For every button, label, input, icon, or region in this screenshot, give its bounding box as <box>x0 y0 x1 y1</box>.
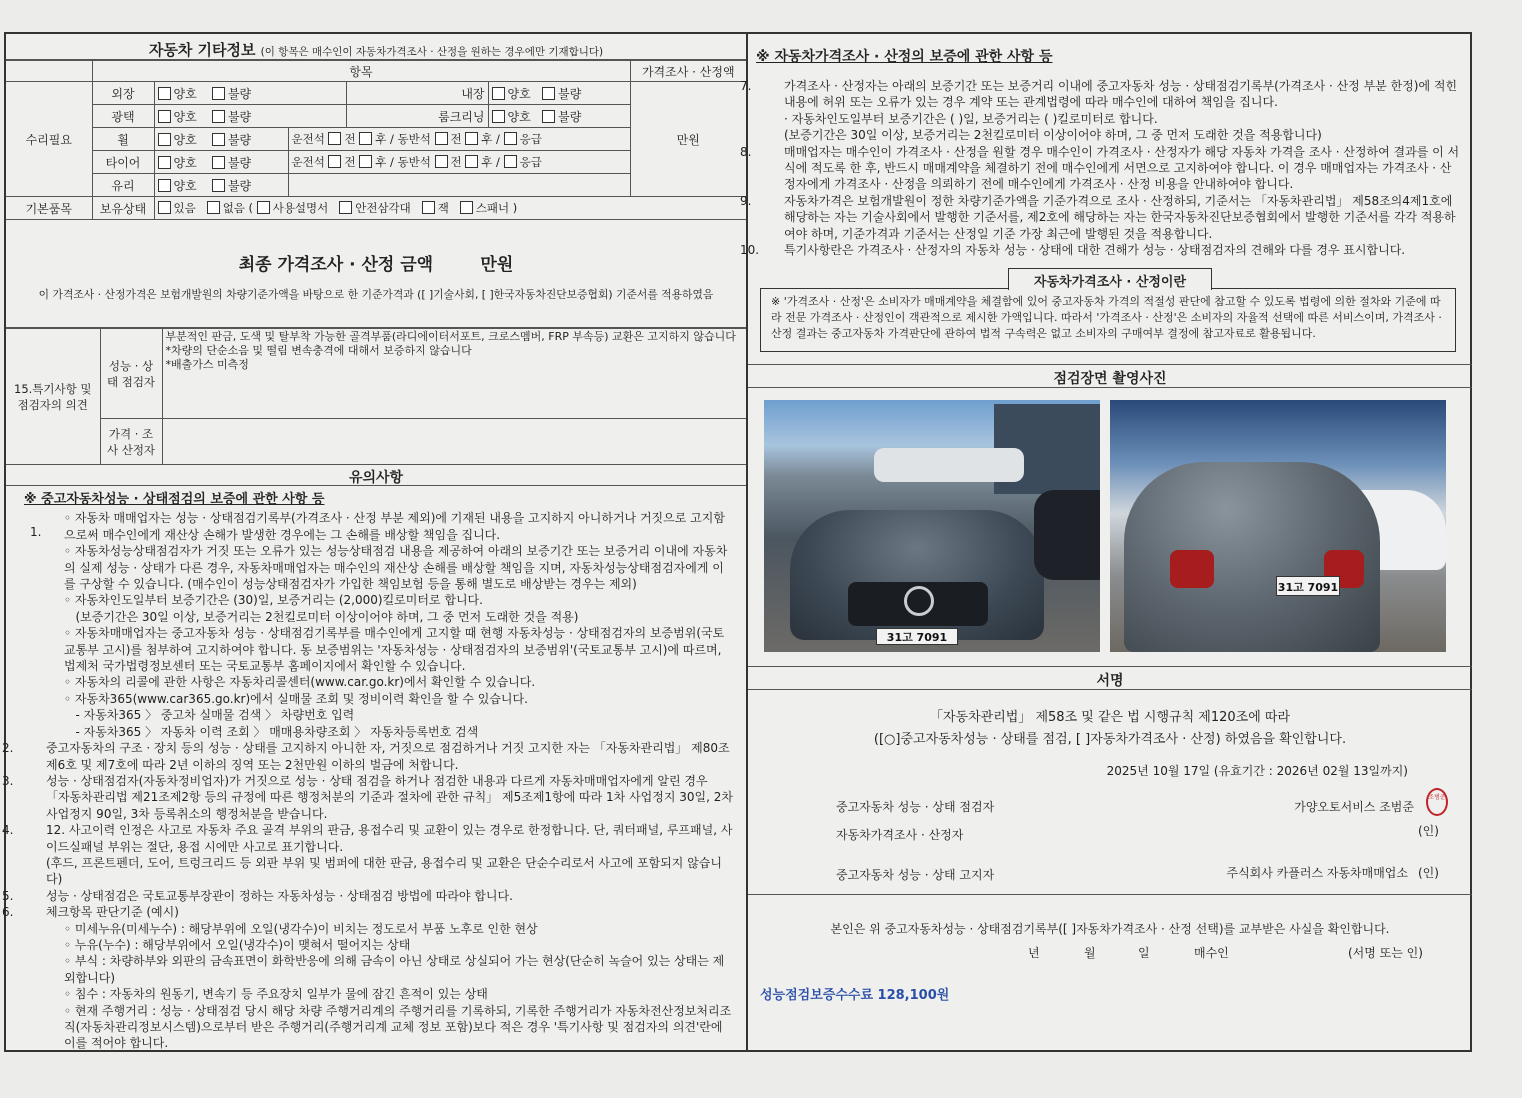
price-label: 가격 · 조사 산정자 <box>100 419 162 465</box>
note-1c: 자동차인도일부터 보증기간은 (30)일, 보증거리는 (2,000)킬로미터로 합니다. <box>74 593 483 608</box>
basic-items: 기본품목 <box>6 197 92 220</box>
year-label: 년 <box>1028 946 1040 960</box>
gloss-bad-checkbox[interactable] <box>212 110 225 123</box>
warranty-head-right: ※ 자동차가격조사 · 산정의 보증에 관한 사항 등 <box>756 49 1053 65</box>
note-6a: 미세누유(미세누수) : 해당부위에 오일(냉각수)이 비치는 정도로서 부품 노후로 인한 현상 <box>74 921 538 936</box>
glass-bad-checkbox[interactable] <box>212 179 225 192</box>
other-info-header <box>6 34 746 60</box>
notifier-name: 주식회사 카플러스 자동차매매업소 <box>1226 866 1408 880</box>
other-info-sub: (이 항목은 매수인이 자동차가격조사 · 산정을 원하는 경우에만 기재합니다) <box>260 46 604 58</box>
note-8: 매매업자는 매수인이 가격조사 · 산정을 원할 경우 매수인이 가격조사 · 산정자가 해당 자동차 가격을 조사 · 산정하여 결과를 이 서식에 적도록 한 후, 반드시 매매계약을 체결하기 전에 매수인에게 서면으로 고지하여야 합니다. 이 경우 매매업자는 가격조사 · 산정자에게 가격조사 · 산정을 의뢰하기 전에 매수인에게 가격조사 · 산정 비용을 안내하여야 합니다. <box>784 144 1460 192</box>
perf-text-3: *배출가스 미측정 <box>165 358 249 371</box>
price-unit: 만원 <box>630 82 746 197</box>
fee-text: 성능점검보증수수료 128,100원 <box>760 988 950 1003</box>
note-7: 가격조사 · 산정자는 아래의 보증기간 또는 보증거리 이내에 중고자동차 성능 · 상태점검기록부(가격조사 · 산정 부분 한정)에 적힌 내용에 허위 또는 오류가 있는 경우 계약 또는 관계법령에 따라 매수인에 대하여 책임을 집니다. <box>784 79 1458 110</box>
front-car-photo <box>764 400 1100 652</box>
day-label: 일 <box>1138 946 1150 960</box>
possession: 보유상태 <box>92 197 154 220</box>
what-title: 자동차가격조사 · 산정이란 <box>1008 268 1212 290</box>
gloss-good-checkbox[interactable] <box>158 110 171 123</box>
interior-bad-checkbox[interactable] <box>542 87 555 100</box>
exterior-bad-checkbox[interactable] <box>212 87 225 100</box>
note-6d: 침수 : 자동차의 원동기, 변속기 등 주요장치 일부가 물에 잠긴 흔적이 있는 상태 <box>74 987 488 1002</box>
room-bad-checkbox[interactable] <box>542 110 555 123</box>
row-tire: 타이어 <box>92 151 154 174</box>
sign-date: 2025년 10월 17일 (유효기간 : 2026년 02월 13일까지) <box>1106 764 1408 778</box>
note-10: 특기사항란은 가격조사 · 산정자의 자동차 성능 · 상태에 대한 견해가 성능 · 상태점검자의 견해와 다를 경우 표시합니다. <box>784 243 1406 258</box>
special-table <box>6 328 746 465</box>
notifier-seal: (인) <box>1418 866 1439 880</box>
note-6e: 현재 주행거리 : 성능 · 상태점검 당시 해당 차량 주행거리계의 주행거리를 기록하되, 기록한 주행거리가 자동차전산정보처리조직(자동차관리정보시스템)으로부터 받은 주행거리(주행거리계 교체 정보 포함)보다 적은 경우 '특기사항 및 점검자의 의견'란에 이를 적어야 합니다. <box>64 1003 732 1051</box>
note-1f: 자동차365(www.car365.go.kr)에서 실매물 조회 및 정비이력 확인을 할 수 있습니다. <box>74 691 528 706</box>
buyer-label: 매수인 <box>1194 946 1229 960</box>
row-room-cleaning: 룸크리닝 <box>346 105 488 128</box>
wheel-bad-checkbox[interactable] <box>212 133 225 146</box>
inspector-stamp-text: 조범준 <box>1428 794 1446 801</box>
special-title: 15.특기사항 및 점검자의 의견 <box>6 329 100 465</box>
notifier-label: 중고자동차 성능 · 상태 고지자 <box>836 868 995 882</box>
col-item: 항목 <box>92 61 630 82</box>
col-price: 가격조사 · 산정액 <box>630 61 746 82</box>
note-1b: 자동차성능상태점검자가 거짓 또는 오류가 있는 성능상태점검 내용을 제공하여 아래의 보증기간 또는 보증거리 이내에 자동차의 실제 성능 · 상태가 다른 경우, 자동차매매업자는 매수인의 재산상 손해를 배상할 책임을 지며, 자동차성능상태점검자에게 이를 구상할 수 있습니다. (매수인이 성능상태점검자가 가입한 책임보험 등을 통해 별도로 배상받는 경우는 제외) <box>64 544 728 592</box>
note-1f1: - 자동차365 〉 중고차 실매물 검색 〉 차량번호 입력 <box>75 708 355 723</box>
inspector-stamp <box>1426 788 1448 816</box>
note-6c: 부식 : 차량하부와 외판의 금속표면이 화학반응에 의해 금속이 아닌 상태로 상실되어 가는 현상(단순히 녹슬어 있는 상태는 제외합니다) <box>64 954 725 985</box>
note-4b: (후드, 프론트펜더, 도어, 트렁크리드 등 외판 부위 및 범퍼에 대한 판금, 용접수리 및 교환은 단순수리로서 사고에 포함되지 않습니다) <box>46 855 722 887</box>
appraiser-label: 자동차가격조사 · 산정자 <box>836 828 964 842</box>
note-2: 중고자동차의 구조 · 장치 등의 성능 · 상태를 고지하지 아니한 자, 거짓으로 점검하거나 거짓 고지한 자는 「자동차관리법」 제80조제6호 및 제7호에 따라 2년 이하의 징역 또는 2천만원 이하의 벌금에 처합니다. <box>46 741 730 772</box>
note-1d: 자동차매매업자는 중고자동차 성능 · 상태점검기록부를 매수인에게 고지할 때 현행 자동차성능 · 상태점검자의 보증범위(국토교통부 고시)를 첨부하여 고지하여야 합니다. 동 보증범위는 '자동차성능 · 상태점검자의 보증범위'(국토교통부 고시)에 따르며, 법제처 국가법령정보센터 또는 국토교통부 홈페이지에서 확인할 수 있습니다. <box>64 626 725 674</box>
note-5: 성능 · 상태점검은 국토교통부장관이 정하는 자동차성능 · 상태점검 방법에 따라야 합니다. <box>46 888 513 903</box>
notice-title: 유의사항 <box>6 464 746 486</box>
final-note: 이 가격조사 · 산정가격은 보험개발원의 차량기준가액을 바탕으로 한 기준가격과 ([ ]기술사회, [ ]한국자동차진단보증협회) 기준서를 적용하였음 <box>38 288 714 301</box>
what-box <box>760 288 1456 352</box>
front-license-plate: 31고 7091 <box>876 628 958 645</box>
left-column <box>2 34 748 1051</box>
note-3: 성능 · 상태점검자(자동차정비업자)가 거짓으로 성능 · 상태 점검을 하거나 점검한 내용과 다르게 자동차매매업자에게 알린 경우 「자동차관리법 제21조제2항 등의 규정에 따른 행정처분의 기준과 절차에 관한 규칙」 제5조제1항에 따라 1차 사업정지 30일, 2차 사업정지 90일, 3차 등록취소의 행정처분을 받습니다. <box>46 773 733 821</box>
rear-car-photo <box>1110 400 1446 652</box>
inspector-name: 가양오토서비스 조범준 <box>1294 800 1414 814</box>
other-info-title: 자동차 기타정보 <box>148 41 256 59</box>
row-exterior: 외장 <box>92 82 154 105</box>
note-1a: 자동차 매매업자는 성능 · 상태점검기록부(가격조사 · 산정 부분 제외)에 기재된 내용을 고지하지 아니하거나 거짓으로 고지함으로써 매수인에게 재산상 손해가 발생한 경우에는 그 손해를 배상할 책임을 집니다. <box>64 511 725 542</box>
interior-good-checkbox[interactable] <box>492 87 505 100</box>
perf-label: 성능 · 상태 점검자 <box>100 329 162 419</box>
right-notes: 7. 가격조사 · 산정자는 아래의 보증기간 또는 보증거리 이내에 중고자동차 성능 · 상태점검기록부(가격조사 · 산정 부분 한정)에 적힌 내용에 허위 또는 오류가 있는 경우 계약 또는 관계법령에 따라 매수인에 대하여 책임을 집니다. · 자동차인도일부터 보증기간은 ( )일, 보증거리는 ( )킬로미터로 합니다. (보증기간은 30일 이상, 보증거리는 2천킬로미터 이상이어야 하며, 그 중 먼저 도래한 것을 적용합니다) 8. 매매업자는 매수인이 가격조사 · 산정을 원할 경우 매수인이 가격조사 · 산정자가 해당 자동차 가격을 조사 · 산정하여 결과를 이 서식에 적도록 한 후, 반드시 매매계약을 체결하기 전에 매수인에게 서면으로 고지하여야 합니다. 이 경우 매매업자는 가격조사 · 산정자에게 가격조사 · 산정을 의뢰하기 전에 매수인에게 가격조사 · 산정 비용을 안내하여야 합니다. 9. 자동차가격은 보험개발원이 정한 차량기준가액을 기준가격으로 조사 · 산정하되, 기준서는 「자동차관리법」 제58조의4제1호에 해당하는 자는 기술사회에서 발행한 기준서를, 제2호에 해당하는 자는 한국자동차진단보증협회에서 발행한 기준서를 각각 적용하여야 하며, 기준가격과 기준서는 산정일 기준 가장 최근에 발행된 것을 적용합니다. 10. 특기사항란은 가격조사 · 산정자의 자동차 성능 · 상태에 대한 견해가 성능 · 상태점검자의 견해와 다를 경우 표시합니다. <box>762 78 1462 258</box>
perf-text-2: *차량의 단순소음 및 떨림 변속충격에 대해서 보증하지 않습니다 <box>165 344 472 357</box>
inspector-label: 중고자동차 성능 · 상태 점검자 <box>836 800 995 814</box>
note-6: 체크항목 판단기준 (예시) <box>46 905 179 920</box>
notice-list: ※ 중고자동차성능 · 상태점검의 보증에 관한 사항 등 1. ◦ 자동차 매매업자는 성능 · 상태점검기록부(가격조사 · 산정 부분 제외)에 기재된 내용을 고지하지 아니하거나 거짓으로 고지함으로써 매수인에게 재산상 손해가 발생한 경우에는 그 손해를 배상할 책임을 집니다. ◦ 자동차성능상태점검자가 거짓 또는 오류가 있는 성능상태점검 내용을 제공하여 아래의 보증기간 또는 보증거리 이내에 자동차의 실제 성능 · 상태가 다른 경우, 자동차매매업자는 매수인의 재산상 손해를 배상할 책임을 지며, 자동차성능상태점검자에게 이를 구상할 수 있습니다. (매수인이 성능상태점검자가 가입한 책임보험 등을 통해 별도로 배상받는 경우는 제외) ◦ 자동차인도일부터 보증기간은 (30)일, 보증거리는 (2,000)킬로미터로 합니다. (보증기간은 30일 이상, 보증거리는 2천킬로미터 이상이어야 하며, 그 중 먼저 도래한 것을 적용) ◦ 자동차매매업자는 중고자동차 성능 · 상태점검기록부를 매수인에게 고지할 때 현행 자동차성능 · 상태점검자의 보증범위(국토교통부 고시)를 첨부하여 고지하여야 합니다. 동 보증범위는 '자동차성능 · 상태점검자의 보증범위'(국토교통부 고시)에 따르며, 법제처 국가법령정보센터 또는 국토교통부 홈페이지에서 확인할 수 있습니다. ◦ 자동차의 리콜에 관한 사항은 자동차리콜센터(www.car.go.kr)에서 확인할 수 있습니다. ◦ 자동차365(www.car365.go.kr)에서 실매물 조회 및 정비이력 확인을 할 수 있습니다. - 자동차365 〉 중고차 실매물 검색 〉 차량번호 입력 - 자동차365 〉 자동차 이력 조회 〉 매매용차량조회 〉 자동차등록번호 검색 2. 중고자동차의 구조 · 장치 등의 성능 · 상태를 고지하지 아니한 자, 거짓으로 점검하거나 거짓 고지한 자는 「자동차관리법」 제80조제6호 및 제7호에 따라 2년 이하의 징역 또는 2천만원 이하의 벌금에 처합니다. 3. 성능 · 상태점검자(자동차정비업자)가 거짓으로 성능 · 상태 점검을 하거나 점검한 내용과 다르게 자동차매매업자에게 알린 경우 「자동차관리법 제21조제2항 등의 규정에 따른 행정처분의 기준과 절차에 관한 규칙」 제5조제1항에 따라 1차 사업정지 30일, 2차 사업정지 90일, 3차 등록취소의 행정처분을 받습니다. 4. 12. 사고이력 인정은 사고로 자동차 주요 골격 부위의 판금, 용접수리 및 교환이 있는 경우로 한정합니다. 단, 쿼터패널, 루프패널, 사이드실패널 부위는 절단, 용접 시에만 사고로 표기합니다. (후드, 프론트펜더, 도어, 트렁크리드 등 외판 부위 및 범퍼에 대한 판금, 용접수리 및 교환은 단순수리로서 사고에 포함되지 않습니다) 5. 성능 · 상태점검은 국토교통부장관이 정하는 자동차성능 · 상태점검 방법에 따라야 합니다. 6. 체크항목 판단기준 (예시) ◦ 미세누유(미세누수) : 해당부위에 오일(냉각수)이 비치는 정도로서 부품 노후로 인한 현상 ◦ 누유(누수) : 해당부위에서 오일(냉각수)이 맺혀서 떨어지는 상태 ◦ 부식 : 차량하부와 외판의 금속표면이 화학반응에 의해 금속이 아닌 상태로 상실되어 가는 현상(단순히 녹슬어 있는 상태는 제외합니다) ◦ 침수 : 자동차의 원동기, 변속기 등 주요장치 일부가 물에 잠긴 흔적이 있는 상태 ◦ 현재 주행거리 : 성능 · 상태점검 당시 해당 차량 주행거리계의 주행거리를 기록하되, 기록한 주행거리가 자동차전산정보처리조직(자동차관리정보시스템)으로부터 받은 주행거리(주행거리계 교체 정보 포함)보다 적은 경우 '특기사항 및 점검자의 의견'란에 이를 적어야 합니다. <box>2 492 733 1051</box>
appraiser-seal: (인) <box>1418 824 1439 838</box>
warranty-head-left: ※ 중고자동차성능 · 상태점검의 보증에 관한 사항 등 <box>24 492 325 507</box>
none-checkbox[interactable] <box>207 201 220 214</box>
note-1e: 자동차의 리콜에 관한 사항은 자동차리콜센터(www.car.go.kr)에서 확인할 수 있습니다. <box>74 675 536 690</box>
other-info-table: 항목 가격조사 · 산정액 수리필요 외장 양호 불량 내장 양호 불량 만원 광택 양호 불량 룸크리닝 양호 불량 휠 양호 불량 운전석 전 후 / 동반석 전 후 / 응급 타이어 양호 불량 운전석 전 후 / 동반석 전 후 / 응급 유리 양호 불량 기본품목 보유상태 있음 없음 ( 사용설명서 안전삼각대 잭 스패너 ) <box>6 60 746 220</box>
perf-text-1: 부분적인 판금, 도색 및 탈부착 가능한 골격부품(라디에이터서포트, 크로스멤버, FRP 부속등) 교환은 고지하지 않습니다 <box>165 330 736 343</box>
room-good-checkbox[interactable] <box>492 110 505 123</box>
final-price: 최종 가격조사 · 산정 금액 만원 <box>238 255 514 275</box>
glass-good-checkbox[interactable] <box>158 179 171 192</box>
receipt-text: 본인은 위 중고자동차성능 · 상태점검기록부([ ]자동차가격조사 · 산정 선택)를 교부받은 사실을 확인합니다. <box>830 922 1390 936</box>
row-gloss: 광택 <box>92 105 154 128</box>
exterior-good-checkbox[interactable] <box>158 87 171 100</box>
note-7a: · 자동차인도일부터 보증기간은 ( )일, 보증거리는 ( )킬로미터로 합니다. <box>784 111 1158 126</box>
sign-confirm: ([○]중고자동차성능 · 상태를 점검, [ ]자동차가격조사 · 산정) 하였음을 확인합니다. <box>873 732 1347 747</box>
note-6b: 누유(누수) : 해당부위에서 오일(냉각수)이 맺혀서 떨어지는 상태 <box>74 937 411 952</box>
inspection-record-sheet <box>4 32 1472 1052</box>
sign-law: 「자동차관리법」 제58조 및 같은 법 시행규칙 제120조에 따라 <box>930 710 1290 725</box>
note-4: 12. 사고이력 인정은 사고로 자동차 주요 골격 부위의 판금, 용접수리 및 교환이 있는 경우로 한정합니다. 단, 쿼터패널, 루프패널, 사이드실패널 부위는 절단, 용접 시에만 사고로 표기합니다. <box>46 823 733 854</box>
rear-license-plate: 31고 7091 <box>1276 576 1340 596</box>
note-7b: (보증기간은 30일 이상, 보증거리는 2천킬로미터 이상이어야 하며, 그 중 먼저 도래한 것을 적용합니다) <box>784 128 1322 143</box>
month-label: 월 <box>1084 946 1096 960</box>
note-9: 자동차가격은 보험개발원이 정한 차량기준가액을 기준가격으로 조사 · 산정하되, 기준서는 「자동차관리법」 제58조의4제1호에 해당하는 자는 기술사회에서 발행한 기준서를, 제2호에 해당하는 자는 한국자동차진단보증협회에서 발행한 기준서를 각각 적용하여야 하며, 기준가격과 기준서는 산정일 기준 가장 최근에 발행된 것을 적용합니다. <box>784 193 1456 241</box>
wheel-good-checkbox[interactable] <box>158 133 171 146</box>
row-wheel: 휠 <box>92 128 154 151</box>
note-1f2: - 자동차365 〉 자동차 이력 조회 〉 매매용차량조회 〉 자동차등록번호 검색 <box>75 724 479 739</box>
note-1c2: (보증기간은 30일 이상, 보증거리는 2천킬로미터 이상이어야 하며, 그 중 먼저 도래한 것을 적용) <box>75 609 579 624</box>
right-column <box>740 34 1472 1050</box>
final-price-box <box>6 242 746 328</box>
sign-or-seal: (서명 또는 인) <box>1348 946 1423 960</box>
row-interior: 내장 <box>346 82 488 105</box>
tire-good-checkbox[interactable] <box>158 156 171 169</box>
row-glass: 유리 <box>92 174 154 197</box>
sign-title: 서명 <box>748 666 1472 690</box>
what-text: ※ '가격조사 · 산정'은 소비자가 매매계약을 체결함에 있어 중고자동차 가격의 적절성 판단에 참고할 수 있도록 법령에 의한 절차와 기준에 따라 전문 가격조사 · 산정인이 객관적으로 제시한 가액입니다. 따라서 '가격조사 · 산정'은 소비자의 자율적 선택에 따른 서비스이며, 가격조사 · 산정 결과는 중고자동차 가격판단에 관하여 법적 구속력은 없고 소비자의 구매여부 결정에 참고자료로 활용됩니다. <box>771 295 1442 340</box>
tire-bad-checkbox[interactable] <box>212 156 225 169</box>
repair-needed: 수리필요 <box>6 82 92 197</box>
has-checkbox[interactable] <box>158 201 171 214</box>
photo-title: 점검장면 촬영사진 <box>748 364 1472 388</box>
